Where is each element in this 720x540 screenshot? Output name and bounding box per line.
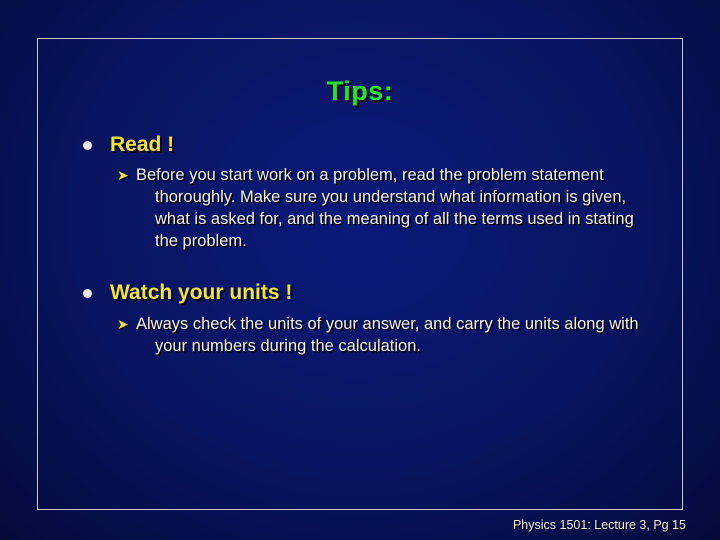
round-bullet-icon xyxy=(83,141,92,150)
slide-footer: Physics 1501: Lecture 3, Pg 15 xyxy=(512,518,686,532)
round-bullet-icon xyxy=(83,289,92,298)
section-heading-units: Watch your units ! xyxy=(110,281,293,304)
bullet-read xyxy=(83,133,174,157)
section-body-text-read: Before you start work on a problem, read the problem statement thoroughly. Make sure you understand what information is given, what is asked for, and the meaning of all the terms used in stating the problem. xyxy=(136,166,634,250)
bullet-units xyxy=(83,281,292,305)
arrow-bullet-icon: ➤ xyxy=(117,316,129,332)
arrow-bullet-icon: ➤ xyxy=(117,167,129,183)
slide-frame xyxy=(37,38,683,510)
slide-title: Tips: xyxy=(326,76,394,106)
section-body-text-units: Always check the units of your answer, and carry the units along with your numbers during the calculation. xyxy=(136,315,639,355)
section-heading-read: Read ! xyxy=(110,133,175,156)
section-body-read xyxy=(117,164,655,252)
section-body-units xyxy=(117,313,655,357)
